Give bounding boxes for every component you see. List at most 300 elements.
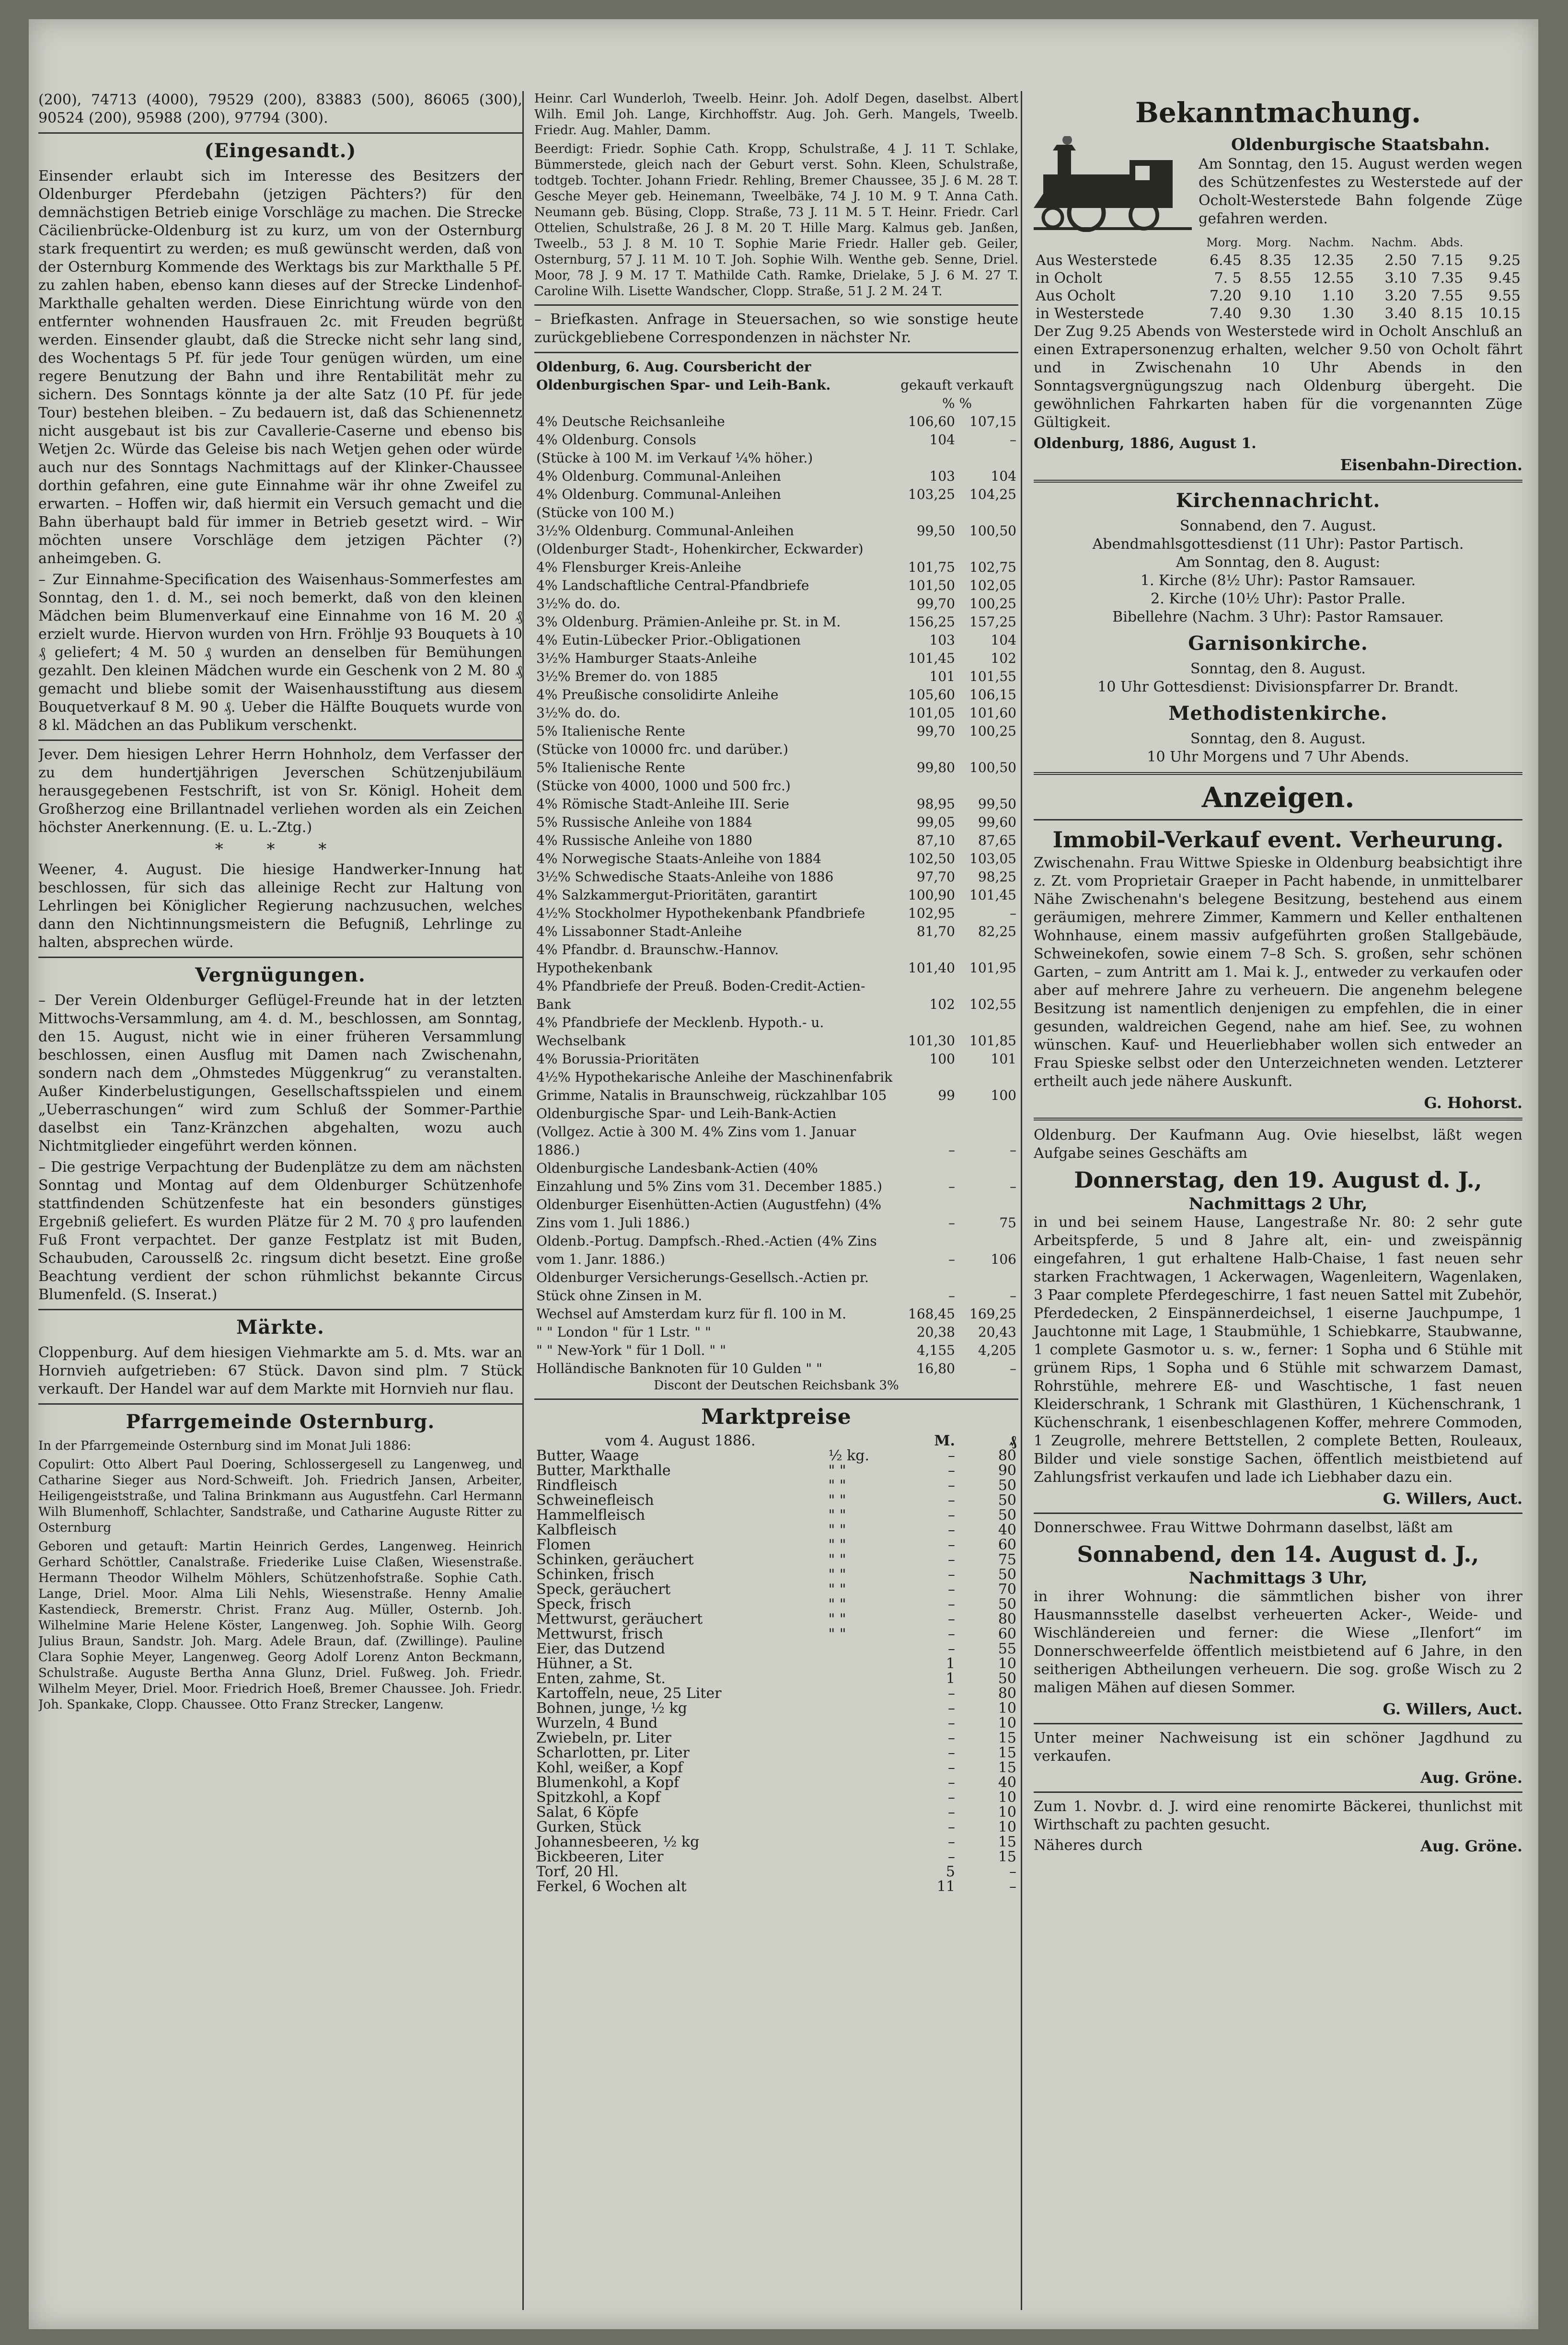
price-buy: 101,40 — [908, 960, 955, 976]
fahrplan-station: in Westerstede — [1036, 305, 1144, 322]
marktpreise-table — [534, 1433, 1018, 1894]
weener-article: Weener, 4. August. Die hiesige Handwerker-Innung hat beschlossen, für sich das alleinige Recht zur Haltung von Lehrlingen bei Königlicher Regierung nachzusuchen, welches dann den Nichtinnungsmeistern die Befugniß, Lehrlinge zu halten, absprechen würde. — [38, 861, 522, 951]
coursbericht-row — [534, 1196, 1018, 1232]
price-buy: 101,45 — [908, 650, 955, 666]
market-item: Schweinefleisch — [536, 1492, 654, 1509]
market-item: Scharlotten, pr. Liter — [536, 1744, 690, 1761]
coursbericht-row — [534, 485, 1018, 504]
church-line: 1. Kirche (8½ Uhr): Pastor Ramsauer. — [1140, 572, 1416, 589]
price-sell: 169,25 — [969, 1306, 1016, 1322]
baeckerei-more: Näheres durch — [1034, 1837, 1143, 1854]
price-sell: 99,50 — [978, 796, 1016, 812]
security-name: 5% Italienische Rente — [536, 723, 685, 739]
security-name: Wechsel auf Amsterdam kurz für fl. 100 in M. — [536, 1306, 846, 1322]
column-2 — [522, 91, 1018, 2310]
fahrplan-time: 8.55 — [1259, 270, 1291, 287]
price-buy — [896, 540, 957, 558]
marktpreise-row — [534, 1879, 1018, 1894]
market-mark: – — [948, 1447, 955, 1464]
security-name: 4% Pfandbriefe der Preuß. Boden-Credit-Actien-Bank — [536, 978, 865, 1012]
security-name: 4% Oldenburg. Communal-Anleihen — [536, 486, 781, 502]
market-item: Kartoffeln, neue, 25 Liter — [536, 1685, 722, 1702]
marktpreise-row — [534, 1760, 1018, 1775]
market-mark: – — [948, 1551, 955, 1568]
market-unit: " " — [828, 1492, 846, 1509]
coursbericht-row — [534, 686, 1018, 704]
dohrmann-intro: Donnerschwee. Frau Wittwe Dohrmann daselbst, läßt am — [1034, 1519, 1453, 1536]
coursbericht-row — [534, 795, 1018, 813]
divider — [1034, 1118, 1522, 1121]
security-name: 4% Norwegische Staats-Anleihe von 1884 — [536, 851, 822, 866]
market-mark: 1 — [945, 1655, 955, 1672]
marktpreise-row — [534, 1805, 1018, 1820]
price-sell: 99,60 — [978, 814, 1016, 830]
coursbericht-row — [534, 704, 1018, 722]
price-sell: 20,43 — [978, 1324, 1016, 1340]
market-item: Butter, Waage — [536, 1447, 639, 1464]
price-buy: 97,70 — [916, 869, 955, 885]
coursbericht-row — [534, 1269, 1018, 1305]
coursbericht-row — [534, 668, 1018, 686]
market-item: Rindfleisch — [536, 1477, 618, 1494]
price-buy: 99,80 — [916, 760, 955, 775]
vergnuegungen-article-1: – Der Verein Oldenburger Geflügel-Freunde hat in der letzten Mittwochs-Versammlung, am 4. d. M., beschlossen, am Sonntag, den 15. August, nicht wie in einer früheren Versammlung beschlossen, einen Ausflug mit Damen nach Zwischenahn, sondern nach dem „Ohmstedes Müggenkrug“ zu veranstalten. Außer Kinderbelustigungen, Gesellschaftsspielen und einem „Ueberraschungen“ wird zum Schluß der Sommer-Parthie daselbst ein Tanz-Kränzchen abgehalten, wozu auch Nichtmitglieder eingeführt werden können. — [38, 992, 522, 1155]
market-pfennig: 55 — [998, 1640, 1016, 1657]
ovie-text: in und bei seinem Hause, Langestraße Nr. 80: 2 sehr gute Arbeitspferde, 5 und 8 Jahre alt, ein- und zweispännig eingefahren, 1 gut erhaltene Halb-Chaise, 1 fast neuen sehr starken Frachtwagen, 1 Ackerwagen, Wagenleitern, Wagenlaken, 3 Paar complete Pferdegeschirre, 1 fast neuen Sattel mit Zubehör, Pferdedecken, 2 Einspännerdeichsel, 1 eiserne Jauchpumpe, 1 Jauchtonne mit Lage, 1 Staubmühle, 1 Schiebkarre, Staubwanne, 1 complete Gasmotor u. s. w., ferner: 1 Sopha und 6 Stühle mit grünem Rips, 1 Sopha und 6 Stühle mit schwarzem Damast, Rohrstühle, mehrere Eß- und Waschtische, 1 fast neuen Kleiderschrank, 1 Schrank mit Glasthüren, 1 Küchenschrank, 1 Küchenschrank, 1 eisenbeschlagenen Koffer, mehrere Commoden, 1 Zeugrolle, mehrere Bettstellen, 2 complete Betten, Rouleaux, Bilder und viele sonstige Sachen, öffentlich meistbietend auf Zahlungsfrist verkaufen und lade ich Liebhaber dazu ein. — [1034, 1214, 1522, 1486]
divider — [1034, 480, 1522, 483]
security-name: 4% Oldenburg. Communal-Anleihen — [536, 468, 781, 484]
price-sell: 102,55 — [969, 996, 1016, 1012]
coursbericht-row — [534, 631, 1018, 649]
fahrplan-time: 9.45 — [1488, 270, 1521, 287]
market-unit — [826, 1849, 896, 1864]
market-unit: " " — [828, 1581, 846, 1598]
fahrplan-header-cell: Morg. — [1206, 236, 1242, 249]
fahrplan-time: 7.15 — [1431, 252, 1464, 269]
security-name: 4% Pfandbriefe der Mecklenb. Hypoth.- u. Wechselbank — [536, 1015, 824, 1049]
market-unit: " " — [828, 1611, 846, 1628]
bekanntmachung-text: Am Sonntag, den 15. August werden wegen des Schützenfestes zu Westerstede auf der Ocholt-Westerstede Bahn folgende Züge gefahren werden. — [1199, 156, 1522, 227]
market-unit — [826, 1745, 896, 1760]
fahrplan-date: Oldenburg, 1886, August 1. — [1034, 435, 1257, 452]
market-pfennig: – — [1009, 1863, 1016, 1880]
vergnuegungen-heading: Vergnügungen. — [195, 964, 366, 986]
market-mark: – — [948, 1507, 955, 1524]
security-name: (Stücke à 100 M. im Verkauf ¼% höher.) — [536, 450, 813, 466]
garnisonkirche-heading: Garnisonkirche. — [1188, 632, 1368, 655]
market-pfennig: 10 — [998, 1804, 1016, 1821]
market-pfennig: 15 — [998, 1848, 1016, 1865]
price-buy: 104 — [929, 432, 955, 448]
divider — [1034, 772, 1522, 775]
price-sell: 100,25 — [969, 596, 1016, 612]
fahrplan-time: 1.30 — [1322, 305, 1354, 322]
fahrplan-time: 9.10 — [1259, 288, 1291, 304]
divider — [534, 304, 1018, 306]
fahrplan-time: 9.25 — [1488, 252, 1521, 269]
market-unit — [826, 1731, 896, 1745]
coursbericht-cols: gekauft verkauft — [900, 377, 1014, 393]
price-sell: 102 — [991, 650, 1016, 666]
coursbericht-row — [534, 1323, 1018, 1341]
market-pfennig: 50 — [998, 1507, 1016, 1524]
market-mark: – — [948, 1626, 955, 1642]
market-pfennig: 40 — [998, 1522, 1016, 1538]
market-unit: " " — [828, 1566, 846, 1583]
coursbericht-header — [534, 358, 1018, 394]
market-mark: – — [948, 1774, 955, 1791]
price-sell: 104 — [991, 468, 1016, 484]
market-pfennig: – — [1009, 1878, 1016, 1895]
price-buy: 99,70 — [916, 596, 955, 612]
section-stars: * * * — [215, 840, 346, 859]
security-name: 4½% Hypothekarische Anleihe der Maschinenfabrik Grimme, Natalis in Braunschweig, rückzahlbar 105 — [536, 1069, 893, 1103]
security-name: (Stücke von 4000, 1000 und 500 frc.) — [536, 778, 791, 794]
fahrplan-time: 12.35 — [1313, 252, 1354, 269]
coursbericht-row — [534, 722, 1018, 740]
marktpreise-row — [534, 1508, 1018, 1523]
price-sell: – — [1010, 1142, 1016, 1158]
price-buy: 103 — [929, 468, 955, 484]
security-name: 3½% Hamburger Staats-Anleihe — [536, 650, 757, 666]
price-sell: – — [1010, 432, 1016, 448]
pfarrgemeinde-copulirt: Copulirt: Otto Albert Paul Doering, Schlossergesell zu Langenweg, und Catharine Sieger aus Nord-Schweift. Joh. Friedrich Jansen, Arbeiter, Heiligengeiststraße, und Talina Brinkmann aus Augustfehn. Carl Hermann Wilh Blumenhoff, Schlachter, Sandstraße, und Catharine Auguste Ritter zu Osternburg — [38, 1457, 522, 1535]
price-buy: 16,80 — [916, 1361, 955, 1376]
security-name: Oldenburgische Spar- und Leih-Bank-Actien (Vollgez. Actie à 300 M. 4% Zins vom 1. Januar 1886.) — [536, 1106, 856, 1158]
marktpreise-row — [534, 1523, 1018, 1537]
divider — [38, 132, 522, 134]
ovie-signature: G. Willers, Auct. — [1383, 1490, 1522, 1508]
coursbericht-row — [534, 467, 1018, 485]
market-mark: – — [948, 1581, 955, 1598]
fahrplan-time: 3.20 — [1384, 288, 1417, 304]
methodistenkirche-list — [1034, 730, 1522, 766]
market-pfennig: 50 — [998, 1566, 1016, 1583]
market-item: Enten, zahme, St. — [536, 1670, 666, 1687]
ovie-time: Nachmittags 2 Uhr, — [1188, 1194, 1368, 1213]
newspaper-page — [29, 19, 1538, 2329]
market-item: Salat, 6 Köpfe — [536, 1804, 639, 1821]
coursbericht-row — [534, 431, 1018, 449]
fahrplan-time: 3.10 — [1384, 270, 1417, 287]
marktpreise-heading: Marktpreise — [701, 1405, 852, 1429]
security-name: 3½% Schwedische Staats-Anleihe von 1886 — [536, 869, 834, 885]
security-name: 3½% Bremer do. von 1885 — [536, 669, 718, 684]
market-pfennig: 15 — [998, 1834, 1016, 1850]
anzeigen-heading: Anzeigen. — [1201, 781, 1355, 814]
market-item: Bickbeeren, Liter — [536, 1848, 664, 1865]
fahrplan-time: 7.55 — [1431, 288, 1464, 304]
fahrplan-header-cell — [1034, 234, 1194, 252]
column-1 — [38, 91, 522, 2310]
market-pfennig: 90 — [998, 1462, 1016, 1479]
market-unit — [826, 1775, 896, 1790]
price-sell: 101,45 — [969, 887, 1016, 903]
market-mark: – — [948, 1700, 955, 1717]
market-item: Ferkel, 6 Wochen alt — [536, 1878, 687, 1895]
church-line: Am Sonntag, den 8. August: — [1176, 554, 1381, 571]
price-sell: – — [1010, 1178, 1016, 1194]
price-sell — [957, 540, 1018, 558]
church-line: 10 Uhr Gottesdienst: Divisionspfarrer Dr. Brandt. — [1097, 679, 1459, 695]
market-pfennig: 60 — [998, 1626, 1016, 1642]
coursbericht-row — [534, 1232, 1018, 1269]
market-pfennig: 10 — [998, 1655, 1016, 1672]
price-buy: 99,50 — [916, 523, 955, 539]
market-item: Kohl, weißer, a Kopf — [536, 1759, 683, 1776]
maerkte-article: Cloppenburg. Auf dem hiesigen Viehmarkte am 5. d. Mts. war an Hornvieh aufgetrieben: 67 Stück. Davon sind plm. 7 Stück verkauft. Der Handel war auf dem Markte mit Hornvieh nur flau. — [38, 1344, 522, 1398]
marktpreise-row — [534, 1656, 1018, 1671]
dohrmann-signature: G. Willers, Auct. — [1383, 1700, 1522, 1718]
methodistenkirche-heading: Methodistenkirche. — [1168, 702, 1388, 725]
market-mark: – — [948, 1848, 955, 1865]
price-sell: 4,205 — [978, 1342, 1016, 1358]
price-sell: 157,25 — [969, 614, 1016, 630]
kirchennachricht-list — [1034, 517, 1522, 626]
divider — [38, 957, 522, 958]
price-buy: 101,05 — [908, 705, 955, 721]
marktpreise-row — [534, 1627, 1018, 1641]
security-name: 4% Deutsche Reichsanleihe — [536, 414, 725, 429]
marktpreise-row — [534, 1790, 1018, 1805]
security-name: " " London " für 1 Lstr. " " — [536, 1324, 711, 1340]
market-mark: – — [948, 1492, 955, 1509]
coursbericht-row — [534, 504, 1018, 522]
church-line: 10 Uhr Morgens und 7 Uhr Abends. — [1147, 749, 1409, 765]
market-mark: – — [948, 1804, 955, 1821]
market-pfennig: 50 — [998, 1477, 1016, 1494]
church-line: Sonntag, den 8. August. — [1190, 660, 1366, 677]
price-sell: 75 — [999, 1215, 1016, 1231]
eingesandt-article: Einsender erlaubt sich im Interesse des Besitzers der Oldenburger Pferdebahn (jetzigen Pächters?) für den demnächstigen Betrieb einige Vorschläge zu machen. Die Strecke Cäcilienbrücke-Oldenburg ist zu kurz, um von der Osternburg stark frequentirt zu werden; es muß gewünscht werden, daß von der Osternburg Kommende des Werktags bis zur Markthalle 5 Pf. zu zahlen haben, ebenso kann dieses auf der Strecke Lindenhof-Markthalle gehalten werden. Diese Einrichtung würde von den entfernter wohnenden Hausfrauen 2c. mit Freuden begrüßt werden. Einsender glaubt, daß die Strecke nicht sehr lang sind, des Wochentags 5 Pf. für jede Tour genügen würden, um eine regere Benutzung der Bahn und ihre Rentabilität mehr zu sichern. Des Sonntags könnte ja der alte Satz (10 Pf. für jede Tour) bestehen bleiben. – Zu bedauern ist, daß das Schienennetz nicht ausgebaut ist bis zur Cavallerie-Caserne und ebenso bis Wetjen 2c. Würde das Geleise bis nach Wetjen gehen oder würde auch nur des Sonntags Nachmittags auf der Klinker-Chaussee dorthin gefahren, eine gute Einnahme wär ihr ohne Zweifel zu erwarten. – Hoffen wir, daß hiermit ein Versuch gemacht und die Bahn überhaupt bald für immer in Betrieb gesetzt wird. – Wir möchten unsere Vorschläge dem jetzigen Pächter (?) anheimgeben. G. — [38, 168, 522, 567]
coursbericht-row — [534, 759, 1018, 777]
marktpreise-date: vom 4. August 1886. — [605, 1432, 756, 1449]
price-buy: 99 — [938, 1087, 955, 1103]
marktpreise-row — [534, 1493, 1018, 1508]
divider — [1034, 1791, 1522, 1793]
fahrplan-row — [1034, 287, 1522, 305]
price-buy: 87,10 — [916, 832, 955, 848]
market-mark: 5 — [945, 1863, 955, 1880]
market-mark: – — [948, 1477, 955, 1494]
market-item: Speck, frisch — [536, 1596, 632, 1613]
immobil-signature: G. Hohorst. — [1424, 1094, 1522, 1112]
price-buy: – — [948, 1178, 955, 1194]
coursbericht-row — [534, 941, 1018, 977]
coursbericht-row — [534, 740, 1018, 759]
fahrplan-header-cell: Abds. — [1430, 236, 1464, 249]
marktpreise-row — [534, 1448, 1018, 1463]
dohrmann-time: Nachmittags 3 Uhr, — [1188, 1569, 1368, 1588]
marktpreise-unit-pf: ₰ — [1009, 1432, 1016, 1449]
market-mark: – — [948, 1789, 955, 1806]
beerdigt-list: Beerdigt: Friedr. Sophie Cath. Kropp, Schulstraße, 4 J. 11 T. Schlake, Bümmerstede, gleich nach der Geburt verst. Sohn. Kleen, Schulstraße, todtgeb. Tochter. Johann Friedr. Rehling, Bremer Chaussee, 35 J. 6 M. 28 T. Gesche Meyer geb. Heinemann, Tweelbäke, 74 J. 10 M. 9 T. Anna Cath. Neumann geb. Büsing, Clopp. Straße, 73 J. 11 M. 5 T. Heinr. Friedr. Carl Ottelien, Schulstraße, 26 J. 8 M. 20 T. Hille Marg. Kalmus geb. Janßen, Tweelb., 53 J. 8 M. 10 T. Sophie Marie Friedr. Haller geb. Geiler, Osternburg, 57 J. 11 M. 10 T. Joh. Sophie Wilh. Wenthe geb. Senne, Driel. Moor, 78 J. 9 M. 17 T. Mathilde Cath. Ramke, Drielake, 5 J. 6 M. 27 T. Caroline Wilh. Lisette Wandscher, Clopp. Straße, 51 J. 2 M. 24 T. — [534, 142, 1018, 299]
market-item: Johannesbeeren, ½ kg — [536, 1834, 700, 1850]
coursbericht-row — [534, 649, 1018, 668]
market-unit — [826, 1805, 896, 1820]
coursbericht-row — [534, 449, 1018, 467]
market-mark: – — [948, 1834, 955, 1850]
garnisonkirche-list — [1034, 660, 1522, 696]
market-unit — [826, 1760, 896, 1775]
fahrplan-row — [1034, 305, 1522, 323]
market-unit — [826, 1716, 896, 1731]
fahrplan-time: 8.35 — [1259, 252, 1291, 269]
market-pfennig: 15 — [998, 1759, 1016, 1776]
fahrplan-station: Aus Westerstede — [1036, 252, 1157, 269]
marktpreise-row — [534, 1731, 1018, 1745]
price-sell: 101,55 — [969, 669, 1016, 684]
fahrplan-time: 7.20 — [1209, 288, 1242, 304]
price-sell: 101 — [991, 1051, 1016, 1067]
ovie-intro: Oldenburg. Der Kaufmann Aug. Ovie hieselbst, läßt wegen Aufgabe seines Geschäfts am — [1034, 1127, 1522, 1162]
market-unit — [826, 1671, 896, 1686]
price-buy: 101,50 — [908, 578, 955, 593]
coursbericht-row — [534, 613, 1018, 631]
coursbericht-row — [534, 1068, 1018, 1105]
marktpreise-row — [534, 1716, 1018, 1731]
market-unit: " " — [828, 1596, 846, 1613]
market-mark: – — [948, 1566, 955, 1583]
price-sell: 82,25 — [978, 924, 1016, 939]
locomotive-icon — [1034, 136, 1192, 232]
coursbericht-table — [534, 358, 1018, 1378]
church-line: Bibellehre (Nachm. 3 Uhr): Pastor Ramsauer. — [1112, 609, 1444, 625]
briefkasten: – Briefkasten. Anfrage in Steuersachen, so wie sonstige heute zurückgebliebene Correspondenzen in nächster Nr. — [534, 311, 1018, 346]
price-sell — [957, 777, 1018, 795]
marktpreise-row — [534, 1820, 1018, 1835]
market-mark: – — [948, 1536, 955, 1553]
price-buy: 4,155 — [916, 1342, 955, 1358]
price-sell: 101,85 — [969, 1033, 1016, 1049]
market-pfennig: 40 — [998, 1774, 1016, 1791]
market-unit: " " — [828, 1551, 846, 1568]
eisenbahn-direction-signature: Eisenbahn-Direction. — [1340, 456, 1522, 474]
market-mark: – — [948, 1596, 955, 1613]
marktpreise-row — [534, 1849, 1018, 1864]
marktpreise-row — [534, 1686, 1018, 1701]
divider — [38, 1309, 522, 1310]
price-sell: 87,65 — [978, 832, 1016, 848]
security-name: 3½% Oldenburg. Communal-Anleihen — [536, 523, 794, 539]
security-name: 4% Preußische consolidirte Anleihe — [536, 687, 779, 703]
security-name: 3% Oldenburg. Prämien-Anleihe pr. St. in M. — [536, 614, 841, 630]
market-unit: " " — [828, 1477, 846, 1494]
market-item: Bohnen, junge, ½ kg — [536, 1700, 687, 1717]
fahrplan-time: 7. 5 — [1214, 270, 1242, 287]
market-mark: – — [948, 1744, 955, 1761]
price-buy: 101,75 — [908, 559, 955, 575]
market-item: Gurken, Stück — [536, 1819, 641, 1836]
coursbericht-row — [534, 923, 1018, 941]
coursbericht-row — [534, 813, 1018, 832]
marktpreise-row — [534, 1552, 1018, 1567]
market-mark: 11 — [936, 1878, 955, 1895]
marktpreise-row — [534, 1537, 1018, 1552]
coursbericht-row — [534, 1360, 1018, 1378]
marktpreise-unit-mark: M. — [934, 1432, 955, 1449]
marktpreise-row — [534, 1478, 1018, 1493]
fahrplan-time: 6.45 — [1209, 252, 1242, 269]
market-unit — [826, 1864, 896, 1879]
market-pfennig: 80 — [998, 1447, 1016, 1464]
market-pfennig: 60 — [998, 1536, 1016, 1553]
market-item: Eier, das Dutzend — [536, 1640, 665, 1657]
market-mark: – — [948, 1759, 955, 1776]
discont: Discont der Deutschen Reichsbank 3% — [654, 1378, 899, 1393]
price-sell: – — [1010, 905, 1016, 921]
price-sell: 106,15 — [969, 687, 1016, 703]
coursbericht-row — [534, 1014, 1018, 1050]
pfarrgemeinde-heading: Pfarrgemeinde Osternburg. — [126, 1410, 435, 1433]
church-line: Abendmahlsgottesdienst (11 Uhr): Pastor Partisch. — [1092, 536, 1464, 553]
price-buy: 102,95 — [908, 905, 955, 921]
market-unit — [826, 1701, 896, 1716]
marktpreise-row — [534, 1641, 1018, 1656]
security-name: 5% Russische Anleihe von 1884 — [536, 814, 752, 830]
security-name: 4% Oldenburg. Consols — [536, 432, 696, 448]
market-item: Wurzeln, 4 Bund — [536, 1715, 658, 1732]
market-pfennig: 80 — [998, 1611, 1016, 1628]
market-item: Blumenkohl, a Kopf — [536, 1774, 680, 1791]
security-name: (Stücke von 100 M.) — [536, 505, 674, 520]
marktpreise-row — [534, 1567, 1018, 1582]
coursbericht-row — [534, 595, 1018, 613]
price-buy — [896, 740, 957, 759]
security-name: Oldenburger Eisenhütten-Actien (Augustfehn) (4% Zins vom 1. Juli 1886.) — [536, 1197, 882, 1231]
marktpreise-row — [534, 1835, 1018, 1849]
price-buy: 102,50 — [908, 851, 955, 866]
security-name: 4½% Stockholmer Hypothekenbank Pfandbriefe — [536, 905, 865, 921]
fahrplan-note: Der Zug 9.25 Abends von Westerstede wird in Ocholt Anschluß an einen Extrapersonenzug erhalten, welcher 9.50 von Ocholt fährt und in Zwischenahn 10 Uhr Abends in den Sonntagsvergnügungszug nach Oldenburg übergeht. Die gewöhnlichen Fahrkarten haben für die vorgenannten Züge Gültigkeit. — [1034, 323, 1522, 431]
coursbericht-row — [534, 850, 1018, 868]
jever-article: Jever. Dem hiesigen Lehrer Herrn Hohnholz, dem Verfasser der zu dem hundertjährigen Jeverschen Schützenjubiläum herausgegebenen Festschrift, ist von Sr. Königl. Hoheit dem Großherzog eine Brillantnadel verliehen worden als ein Zeichen höchster Anerkennung. (E. u. L.-Ztg.) — [38, 746, 522, 836]
market-pfennig: 10 — [998, 1700, 1016, 1717]
market-unit: ½ kg. — [828, 1447, 869, 1464]
divider — [534, 352, 1018, 353]
market-pfennig: 10 — [998, 1715, 1016, 1732]
price-buy: 101 — [929, 669, 955, 684]
jagdhund-text: Unter meiner Nachweisung ist ein schöner Jagdhund zu verkaufen. — [1034, 1730, 1522, 1765]
price-buy: 105,60 — [908, 687, 955, 703]
price-sell: 104 — [991, 632, 1016, 648]
market-pfennig: 70 — [998, 1581, 1016, 1598]
price-sell: 107,15 — [969, 414, 1016, 429]
fahrplan-time: 2.50 — [1384, 252, 1417, 269]
fahrplan-time: 8.15 — [1431, 305, 1464, 322]
market-pfennig: 80 — [998, 1685, 1016, 1702]
church-line: Sonnabend, den 7. August. — [1179, 518, 1377, 534]
fahrplan-time: 9.55 — [1488, 288, 1521, 304]
fahrplan-time: 7.35 — [1431, 270, 1464, 287]
market-item: Butter, Markthalle — [536, 1462, 671, 1479]
security-name: 4% Pfandbr. d. Braunschw.-Hannov. Hypothekenbank — [536, 942, 779, 976]
market-item: Speck, geräuchert — [536, 1581, 671, 1598]
security-name: (Oldenburger Stadt-, Hohenkircher, Eckwarder) — [536, 541, 864, 557]
marktpreise-row — [534, 1612, 1018, 1627]
price-sell: 104,25 — [969, 486, 1016, 502]
price-buy: 103 — [929, 632, 955, 648]
fahrplan-table — [1034, 234, 1522, 323]
price-buy: 99,05 — [916, 814, 955, 830]
price-buy: 20,38 — [916, 1324, 955, 1340]
fahrplan-row — [1034, 269, 1522, 287]
coursbericht-row — [534, 832, 1018, 850]
market-item: Mettwurst, geräuchert — [536, 1611, 703, 1628]
market-pfennig: 50 — [998, 1670, 1016, 1687]
security-name: 4% Eutin-Lübecker Prior.-Obligationen — [536, 632, 801, 648]
prize-numbers: (200), 74713 (4000), 79529 (200), 83883 (500), 86065 (300), 90524 (200), 95988 (200), 97794 (300). — [38, 92, 522, 127]
